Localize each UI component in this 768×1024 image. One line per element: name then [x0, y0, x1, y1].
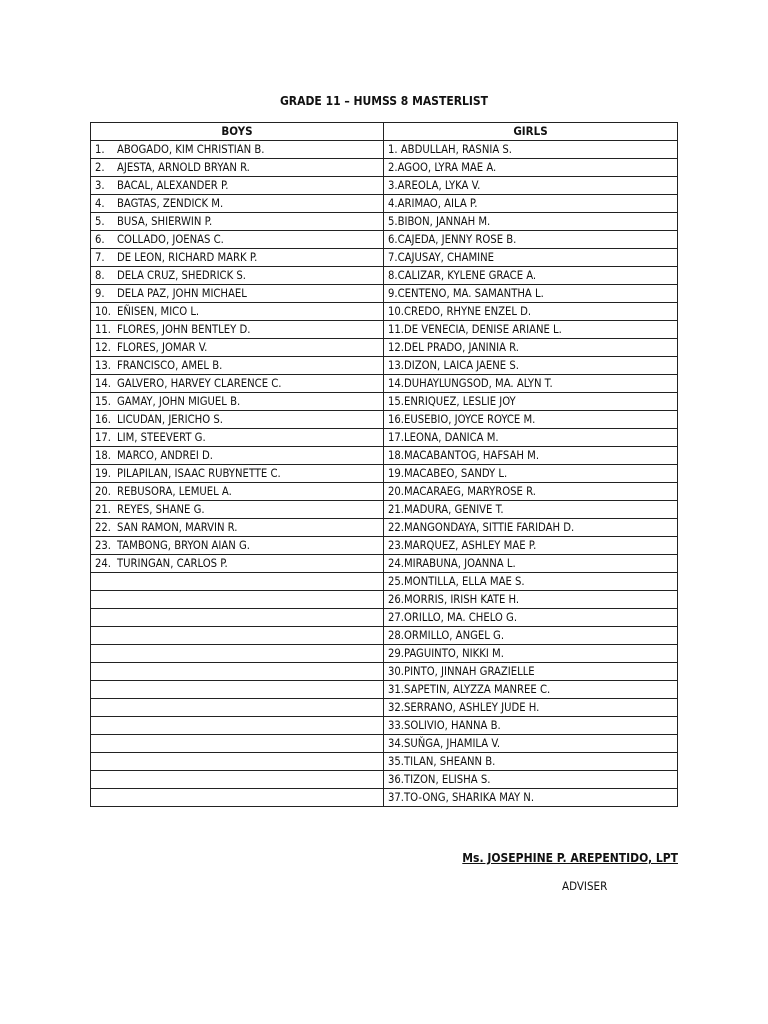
table-row — [91, 195, 678, 213]
table-row — [91, 771, 678, 789]
boy-number: 8. — [95, 269, 105, 282]
boy-number: 1. — [95, 143, 105, 156]
boy-cell — [91, 339, 384, 357]
boy-cell — [91, 231, 384, 249]
boy-cell — [91, 267, 384, 285]
boy-number: 5. — [95, 215, 105, 228]
girl-cell: 27.ORILLO, MA. CHELO G. — [384, 609, 678, 627]
table-row — [91, 573, 678, 591]
boy-cell — [91, 753, 384, 771]
boy-cell — [91, 393, 384, 411]
boy-name: BAGTAS, ZENDICK M. — [117, 197, 224, 210]
boy-cell — [91, 465, 384, 483]
girl-cell: 23.MARQUEZ, ASHLEY MAE P. — [384, 537, 678, 555]
girl-cell: 33.SOLIVIO, HANNA B. — [384, 717, 678, 735]
girl-cell: 6.CAJEDA, JENNY ROSE B. — [384, 231, 678, 249]
boy-cell — [91, 789, 384, 807]
girl-cell: 8.CALIZAR, KYLENE GRACE A. — [384, 267, 678, 285]
table-row — [91, 249, 678, 267]
boy-cell — [91, 627, 384, 645]
boy-cell — [91, 429, 384, 447]
table-row — [91, 339, 678, 357]
table-row — [91, 645, 678, 663]
boy-name: SAN RAMON, MARVIN R. — [117, 521, 238, 534]
boy-cell — [91, 663, 384, 681]
table-row — [91, 213, 678, 231]
table-row — [91, 591, 678, 609]
girl-cell: 18.MACABANTOG, HAFSAH M. — [384, 447, 678, 465]
table-row — [91, 717, 678, 735]
table-row — [91, 285, 678, 303]
boy-cell — [91, 591, 384, 609]
boy-cell — [91, 375, 384, 393]
table-row — [91, 411, 678, 429]
table-row — [91, 231, 678, 249]
boy-number: 22. — [95, 521, 112, 534]
table-row — [91, 375, 678, 393]
adviser-role: ADVISER — [562, 879, 608, 893]
boy-number: 13. — [95, 359, 112, 372]
girl-cell: 7.CAJUSAY, CHAMINE — [384, 249, 678, 267]
table-row — [91, 699, 678, 717]
table-row — [91, 393, 678, 411]
table-row — [91, 177, 678, 195]
table-row — [91, 735, 678, 753]
boy-name: BUSA, SHIERWIN P. — [117, 215, 213, 228]
boy-number: 3. — [95, 179, 105, 192]
boy-cell — [91, 501, 384, 519]
girl-cell: 31.SAPETIN, ALYZZA MANREE C. — [384, 681, 678, 699]
boy-number: 23. — [95, 539, 112, 552]
adviser-name: Ms. JOSEPHINE P. AREPENTIDO, LPT — [462, 851, 678, 865]
boy-number: 7. — [95, 251, 105, 264]
boy-cell — [91, 681, 384, 699]
table-row — [91, 609, 678, 627]
boy-cell — [91, 717, 384, 735]
table-row — [91, 141, 678, 159]
boy-number: 14. — [95, 377, 112, 390]
table-row — [91, 447, 678, 465]
girl-cell: 19.MACABEO, SANDY L. — [384, 465, 678, 483]
boy-number: 21. — [95, 503, 112, 516]
boy-cell — [91, 483, 384, 501]
boy-name: LICUDAN, JERICHO S. — [117, 413, 223, 426]
boy-cell — [91, 303, 384, 321]
boy-name: GALVERO, HARVEY CLARENCE C. — [117, 377, 282, 390]
boy-number: 10. — [95, 305, 112, 318]
table-row — [91, 429, 678, 447]
boy-cell — [91, 573, 384, 591]
boy-cell — [91, 771, 384, 789]
boy-cell — [91, 699, 384, 717]
boy-number: 17. — [95, 431, 112, 444]
girl-cell: 30.PINTO, JINNAH GRAZIELLE — [384, 663, 678, 681]
girls-header: GIRLS — [384, 123, 678, 141]
table-row — [91, 681, 678, 699]
boy-name: FLORES, JOHN BENTLEY D. — [117, 323, 251, 336]
boy-cell — [91, 609, 384, 627]
table-row — [91, 465, 678, 483]
boy-cell — [91, 195, 384, 213]
table-row — [91, 663, 678, 681]
boy-cell — [91, 249, 384, 267]
table-row — [91, 501, 678, 519]
boy-number: 19. — [95, 467, 112, 480]
girl-cell: 16.EUSEBIO, JOYCE ROYCE M. — [384, 411, 678, 429]
boys-header: BOYS — [91, 123, 384, 141]
boy-name: FLORES, JOMAR V. — [117, 341, 208, 354]
boy-number: 11. — [95, 323, 112, 336]
boy-name: TURINGAN, CARLOS P. — [117, 557, 228, 570]
boy-number: 18. — [95, 449, 112, 462]
boy-number: 2. — [95, 161, 105, 174]
boy-name: EÑISEN, MICO L. — [117, 305, 200, 318]
boy-name: PILAPILAN, ISAAC RUBYNETTE C. — [117, 467, 281, 480]
girl-cell: 1. ABDULLAH, RASNIA S. — [384, 141, 678, 159]
table-row — [91, 321, 678, 339]
boy-cell — [91, 285, 384, 303]
table-row — [91, 627, 678, 645]
girl-cell: 37.TO-ONG, SHARIKA MAY N. — [384, 789, 678, 807]
table-row — [91, 357, 678, 375]
girl-cell: 22.MANGONDAYA, SITTIE FARIDAH D. — [384, 519, 678, 537]
boy-name: GAMAY, JOHN MIGUEL B. — [117, 395, 241, 408]
boy-number: 6. — [95, 233, 105, 246]
girl-cell: 25.MONTILLA, ELLA MAE S. — [384, 573, 678, 591]
boy-cell — [91, 555, 384, 573]
boy-cell — [91, 321, 384, 339]
boy-cell — [91, 735, 384, 753]
boy-name: ABOGADO, KIM CHRISTIAN B. — [117, 143, 265, 156]
girl-cell: 14.DUHAYLUNGSOD, MA. ALYN T. — [384, 375, 678, 393]
table-row — [91, 537, 678, 555]
boy-number: 20. — [95, 485, 112, 498]
girl-cell: 36.TIZON, ELISHA S. — [384, 771, 678, 789]
table-header-row — [91, 123, 678, 141]
table-row — [91, 159, 678, 177]
girl-cell: 13.DIZON, LAICA JAENE S. — [384, 357, 678, 375]
page-title: GRADE 11 – HUMSS 8 MASTERLIST — [279, 94, 489, 108]
boy-name: MARCO, ANDREI D. — [117, 449, 213, 462]
boy-cell — [91, 411, 384, 429]
boy-name: LIM, STEEVERT G. — [117, 431, 206, 444]
masterlist-table — [90, 122, 678, 807]
table-row — [91, 303, 678, 321]
girl-cell: 26.MORRIS, IRISH KATE H. — [384, 591, 678, 609]
boy-name: DELA CRUZ, SHEDRICK S. — [117, 269, 246, 282]
boy-cell — [91, 177, 384, 195]
boy-cell — [91, 447, 384, 465]
boy-number: 12. — [95, 341, 112, 354]
table-row — [91, 519, 678, 537]
girl-cell: 21.MADURA, GENIVE T. — [384, 501, 678, 519]
boy-number: 4. — [95, 197, 105, 210]
boy-number: 16. — [95, 413, 112, 426]
girl-cell: 2.AGOO, LYRA MAE A. — [384, 159, 678, 177]
girl-cell: 9.CENTENO, MA. SAMANTHA L. — [384, 285, 678, 303]
boy-name: FRANCISCO, AMEL B. — [117, 359, 223, 372]
girl-cell: 15.ENRIQUEZ, LESLIE JOY — [384, 393, 678, 411]
boy-name: DE LEON, RICHARD MARK P. — [117, 251, 258, 264]
girl-cell: 5.BIBON, JANNAH M. — [384, 213, 678, 231]
girl-cell: 17.LEONA, DANICA M. — [384, 429, 678, 447]
table-row — [91, 483, 678, 501]
boy-cell — [91, 519, 384, 537]
boy-name: TAMBONG, BRYON AIAN G. — [117, 539, 251, 552]
boy-cell — [91, 645, 384, 663]
girl-cell: 11.DE VENECIA, DENISE ARIANE L. — [384, 321, 678, 339]
boy-cell — [91, 537, 384, 555]
girl-cell: 32.SERRANO, ASHLEY JUDE H. — [384, 699, 678, 717]
table-body — [91, 141, 678, 807]
boy-name: DELA PAZ, JOHN MICHAEL — [117, 287, 247, 300]
table-row — [91, 789, 678, 807]
boy-cell — [91, 357, 384, 375]
boy-cell — [91, 141, 384, 159]
girl-cell: 20.MACARAEG, MARYROSE R. — [384, 483, 678, 501]
girl-cell: 28.ORMILLO, ANGEL G. — [384, 627, 678, 645]
girl-cell: 3.AREOLA, LYKA V. — [384, 177, 678, 195]
boy-cell — [91, 159, 384, 177]
boy-name: REBUSORA, LEMUEL A. — [117, 485, 232, 498]
table-row — [91, 267, 678, 285]
boy-cell — [91, 213, 384, 231]
boy-number: 15. — [95, 395, 112, 408]
boy-name: AJESTA, ARNOLD BRYAN R. — [117, 161, 250, 174]
girl-cell: 10.CREDO, RHYNE ENZEL D. — [384, 303, 678, 321]
girl-cell: 24.MIRABUNA, JOANNA L. — [384, 555, 678, 573]
boy-number: 9. — [95, 287, 105, 300]
girl-cell: 34.SUŇGA, JHAMILA V. — [384, 735, 678, 753]
boy-name: BACAL, ALEXANDER P. — [117, 179, 229, 192]
boy-number: 24. — [95, 557, 112, 570]
boy-name: REYES, SHANE G. — [117, 503, 205, 516]
table-row — [91, 753, 678, 771]
girl-cell: 4.ARIMAO, AILA P. — [384, 195, 678, 213]
girl-cell: 12.DEL PRADO, JANINIA R. — [384, 339, 678, 357]
girl-cell: 35.TILAN, SHEANN B. — [384, 753, 678, 771]
girl-cell: 29.PAGUINTO, NIKKI M. — [384, 645, 678, 663]
table-row — [91, 555, 678, 573]
boy-name: COLLADO, JOENAS C. — [117, 233, 224, 246]
